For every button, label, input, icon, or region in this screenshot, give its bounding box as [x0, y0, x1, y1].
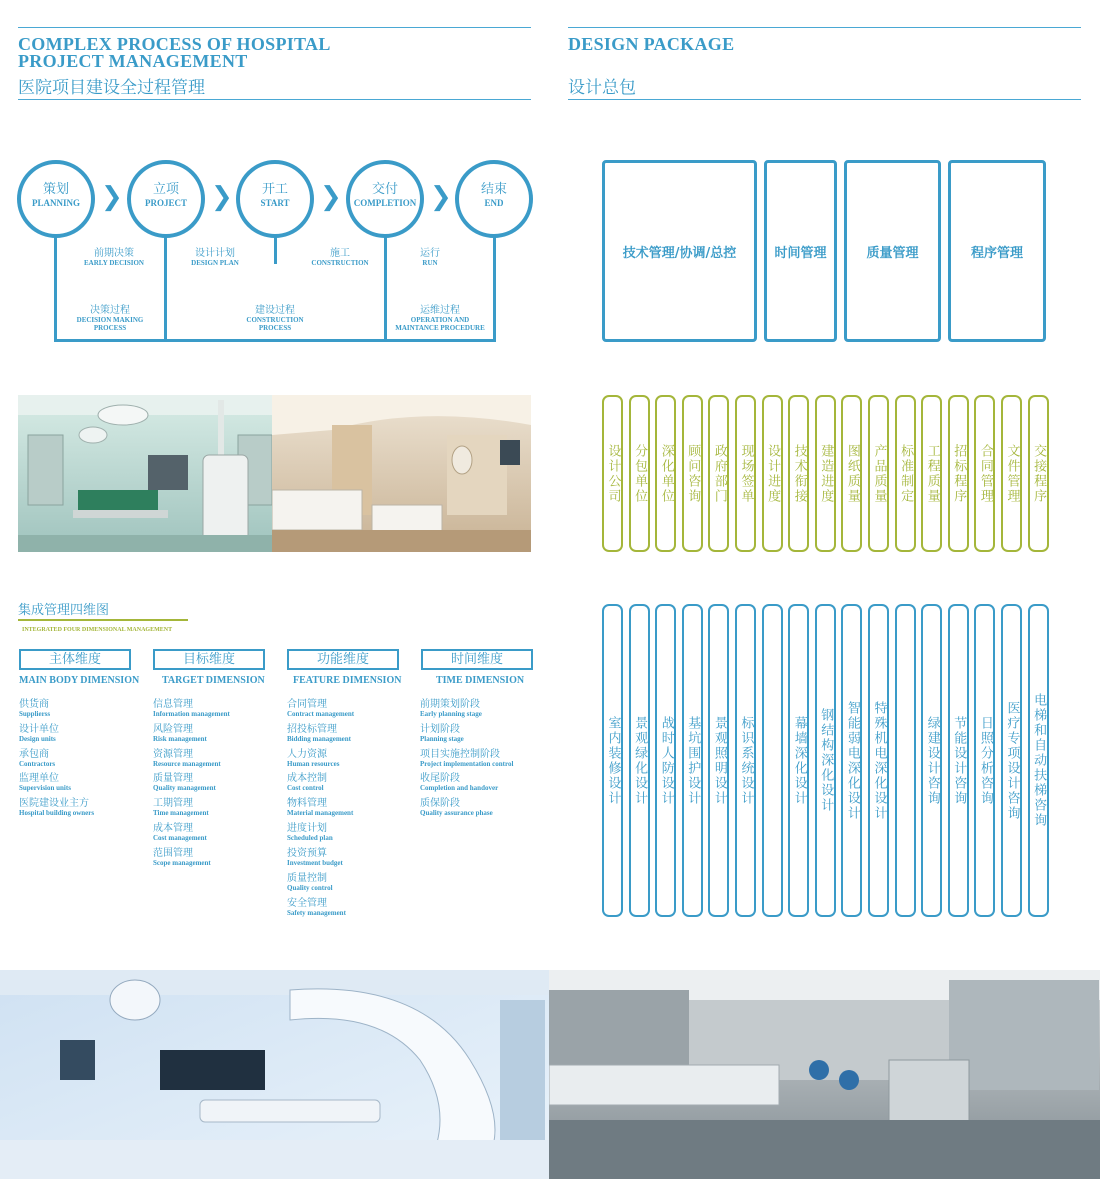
blue-pill-label: 景观照明设计	[711, 715, 727, 806]
chevron-right-icon: ❯	[211, 182, 233, 212]
blue-pill	[708, 604, 729, 917]
process-baseline	[54, 339, 496, 342]
dim-item: 物料管理 Material management	[287, 798, 354, 817]
green-pill	[948, 395, 969, 552]
process-line	[274, 234, 277, 264]
dim-item: 质量管理 Quality management	[153, 773, 216, 792]
green-pill-label: 顾问咨询	[685, 443, 701, 504]
blue-pill-label: 室内装修设计	[605, 715, 621, 806]
dim-item: 信息管理 Information management	[153, 699, 230, 718]
four-dim-title-cn: 集成管理四维图	[18, 603, 110, 618]
green-pill	[602, 395, 623, 552]
dim-item: 收尾阶段 Completion and handover	[420, 773, 499, 792]
box-procedure-management: 程序管理	[948, 160, 1046, 342]
dim-item: 进度计划 Scheduled plan	[287, 823, 333, 842]
blue-pill-label: 基坑围护设计	[685, 715, 701, 806]
four-dim-underline	[18, 619, 188, 621]
green-pill	[1001, 395, 1022, 552]
green-pill-label: 文件管理	[1004, 443, 1020, 504]
blue-pill	[974, 604, 995, 917]
dim-target-box: 目标维度	[153, 649, 265, 670]
green-pill	[895, 395, 916, 552]
blue-pill	[735, 604, 756, 917]
dim-item: 项目实施控制阶段 Project implementation control	[420, 749, 514, 768]
dim-item: 工期管理 Time management	[153, 798, 209, 817]
blue-pill-label: 景观绿化设计	[632, 715, 648, 806]
green-pill	[762, 395, 783, 552]
process-line	[164, 234, 167, 342]
dim-main-body-box: 主体维度	[19, 649, 131, 670]
green-pill	[974, 395, 995, 552]
green-pill-label: 标准制定	[898, 443, 914, 504]
green-pill	[735, 395, 756, 552]
green-pill	[629, 395, 650, 552]
stage-run: 运行 RUN	[420, 248, 440, 267]
step-project: 立项 PROJECT	[127, 160, 205, 238]
green-pill-label: 产品质量	[871, 443, 887, 504]
green-pill-label: 交接程序	[1031, 443, 1047, 504]
step-start: 开工 START	[236, 160, 314, 238]
phase-construction: 建设过程 CONSTRUCTION PROCESS	[246, 305, 304, 332]
dim-item: 质保阶段 Quality assurance phase	[420, 798, 493, 817]
blue-pill-label: 战时人防设计	[658, 715, 674, 806]
green-pill-label: 工程质量	[924, 443, 940, 504]
top-rule-right	[568, 27, 1081, 28]
top-rule-left	[18, 27, 531, 28]
process-title-cn: 医院项目建设全过程管理	[18, 78, 205, 98]
blue-pill	[655, 604, 676, 917]
green-pill	[868, 395, 889, 552]
step-completion: 交付 COMPLETION	[346, 160, 424, 238]
dim-item: 质量控制 Quality control	[287, 873, 333, 892]
box-time-management: 时间管理	[764, 160, 837, 342]
process-line	[384, 234, 387, 342]
dim-item: 计划阶段 Planning stage	[420, 724, 464, 743]
step-end: 结束 END	[455, 160, 533, 238]
blue-pill-label: 幕墙深化设计	[791, 715, 807, 806]
dim-item: 医院建设业主方 Hospital building owners	[19, 798, 95, 817]
dim-time-en: TIME DIMENSION	[436, 675, 525, 686]
blue-pill	[762, 604, 783, 917]
blue-pill	[815, 604, 836, 917]
blue-pill	[629, 604, 650, 917]
cath-lab-photo	[0, 970, 549, 1179]
dim-item: 投资预算 Investment budget	[287, 848, 343, 867]
dim-item: 前期策划阶段 Early planning stage	[420, 699, 482, 718]
blue-pill	[868, 604, 889, 917]
blue-pill-label: 医疗专项设计咨询	[1004, 700, 1020, 821]
dim-item: 合同管理 Contract management	[287, 699, 355, 718]
process-title-en-2: PROJECT MANAGEMENT	[18, 51, 248, 71]
dim-main-body-en: MAIN BODY DIMENSION	[19, 675, 140, 686]
dim-item: 承包商 Contractors	[19, 749, 56, 768]
blue-pill	[948, 604, 969, 917]
dim-item: 安全管理 Safety management	[287, 898, 346, 917]
dim-item: 招投标管理 Bidding management	[287, 724, 351, 743]
chevron-right-icon: ❯	[101, 182, 123, 212]
green-pill	[682, 395, 703, 552]
green-pill	[655, 395, 676, 552]
package-title-en: DESIGN PACKAGE	[568, 34, 735, 54]
operating-room-photo	[18, 395, 272, 552]
process-line	[493, 234, 496, 342]
stage-construction: 施工 CONSTRUCTION	[311, 248, 369, 267]
phase-operation: 运维过程 OPERATION AND MAINTANCE PROCEDURE	[395, 305, 485, 332]
chevron-right-icon: ❯	[320, 182, 342, 212]
green-pill	[708, 395, 729, 552]
green-pill-label: 设计公司	[605, 443, 621, 504]
box-technical-management: 技术管理/协调/总控	[602, 160, 757, 342]
dim-item: 成本管理 Cost management	[153, 823, 207, 842]
green-pill	[788, 395, 809, 552]
four-dim-title-en: INTEGRATED FOUR DIMENSIONAL MANAGEMENT	[22, 627, 173, 633]
dim-item: 资源管理 Resource management	[153, 749, 221, 768]
stage-early-decision: 前期决策 EARLY DECISION	[84, 248, 144, 267]
green-pill-label: 深化单位	[658, 443, 674, 504]
green-pill-label: 政府部门	[711, 443, 727, 504]
blue-pill	[895, 604, 916, 917]
blue-pill-label: 日照分析咨询	[977, 715, 993, 806]
green-pill	[1028, 395, 1049, 552]
green-pill-label: 合同管理	[977, 443, 993, 504]
blue-pill-label: 特殊机电深化设计	[871, 700, 887, 821]
blue-pill-label: 智能弱电深化设计	[844, 700, 860, 821]
package-title-cn: 设计总包	[568, 78, 636, 98]
blue-pill-label: 标识系统设计	[738, 715, 754, 806]
dim-feature-en: FEATURE DIMENSION	[293, 675, 402, 686]
dim-time-box: 时间维度	[421, 649, 533, 670]
blue-pill	[788, 604, 809, 917]
dim-item: 风险管理 Risk management	[153, 724, 207, 743]
dim-item: 设计单位 Design units	[19, 724, 59, 743]
dim-target-en: TARGET DIMENSION	[162, 675, 265, 686]
blue-pill	[602, 604, 623, 917]
dim-feature-box: 功能维度	[287, 649, 399, 670]
green-pill	[921, 395, 942, 552]
header-rule-right	[568, 99, 1081, 100]
blue-pill	[682, 604, 703, 917]
blue-pill-label: 绿建设计咨询	[924, 715, 940, 806]
blue-pill-label: 电梯和自动扶梯咨询	[1031, 693, 1047, 828]
hospital-corridor-photo	[549, 970, 1100, 1179]
green-pill-label: 技术衔接	[791, 443, 807, 504]
green-pill-label: 分包单位	[632, 443, 648, 504]
dim-item: 成本控制 Cost control	[287, 773, 327, 792]
stage-design-plan: 设计计划 DESIGN PLAN	[191, 248, 239, 267]
dim-item: 供货商 Supplierss	[19, 699, 51, 718]
blue-pill	[1001, 604, 1022, 917]
header-rule-left	[18, 99, 531, 100]
process-title-en-1: COMPLEX PROCESS OF HOSPITAL	[18, 34, 331, 54]
blue-pill	[921, 604, 942, 917]
phase-decision: 决策过程 DECISION MAKING PROCESS	[76, 305, 144, 332]
green-pill-label: 图纸质量	[844, 443, 860, 504]
dim-item: 监理单位 Supervision units	[19, 773, 71, 792]
ward-room-photo	[272, 395, 531, 552]
blue-pill-label: 节能设计咨询	[951, 715, 967, 806]
blue-pill-label: 钢结构深化设计	[818, 708, 834, 813]
green-pill	[841, 395, 862, 552]
green-pill	[815, 395, 836, 552]
step-planning: 策划 PLANNING	[17, 160, 95, 238]
green-pill-label: 设计进度	[765, 443, 781, 504]
blue-pill	[841, 604, 862, 917]
green-pill-label: 招标程序	[951, 443, 967, 504]
green-pill-label: 现场签单	[738, 443, 754, 504]
box-quality-management: 质量管理	[844, 160, 941, 342]
green-pill-label: 建造进度	[818, 443, 834, 504]
chevron-right-icon: ❯	[430, 182, 452, 212]
process-line	[54, 234, 57, 342]
blue-pill	[1028, 604, 1049, 917]
dim-item: 范围管理 Scope management	[153, 848, 211, 867]
dim-item: 人力资源 Human resources	[287, 749, 340, 768]
